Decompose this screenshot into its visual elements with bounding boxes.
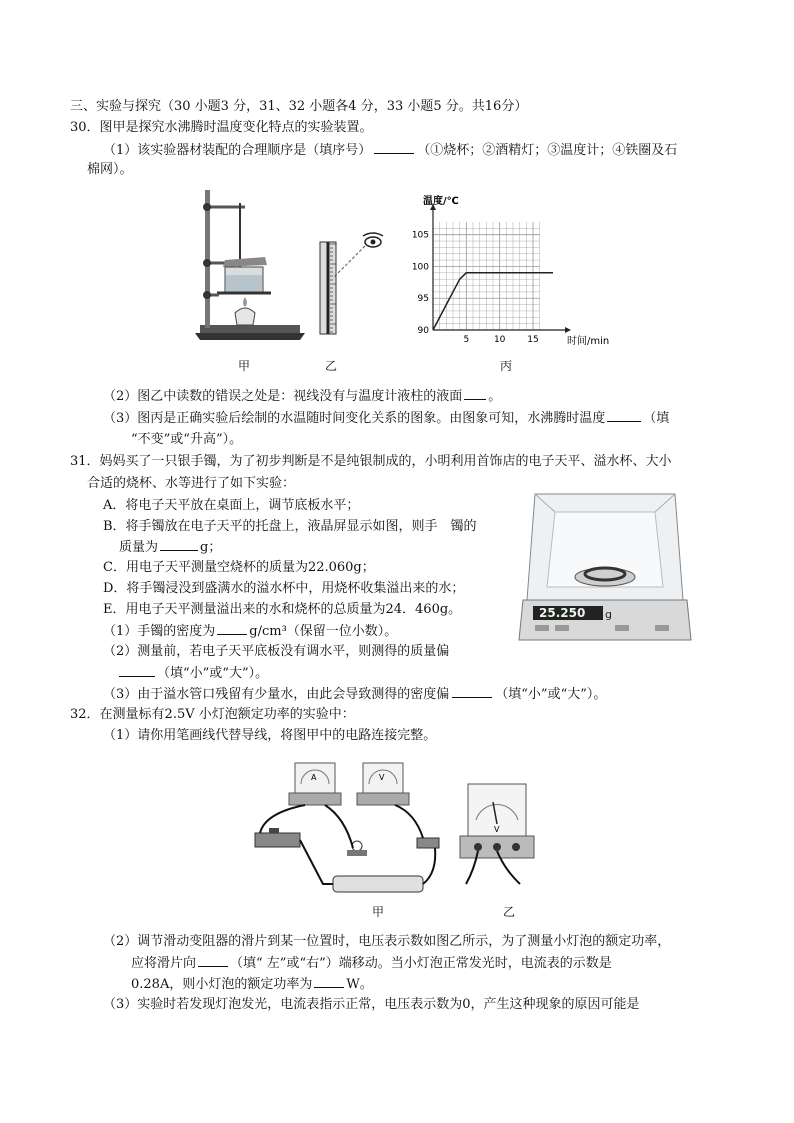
answer-blank[interactable] xyxy=(217,622,247,635)
q31-p1-text: （1）手镯的密度为 xyxy=(103,624,216,639)
ammeter-base xyxy=(289,793,341,805)
section-header: 三、实验与探究（30 小题3 分，31、32 小题各4 分，33 小题5 分。共16分） xyxy=(70,99,528,114)
answer-blank[interactable] xyxy=(607,409,641,422)
voltmeter-label: V xyxy=(379,773,385,782)
answer-blank[interactable] xyxy=(119,664,155,677)
lcd-reading: 25.250 xyxy=(539,606,586,620)
answer-blank[interactable] xyxy=(452,685,492,698)
balance-key[interactable] xyxy=(555,625,569,631)
q32-stem: 32．在测量标有2.5V 小灯泡额定功率的实验中： xyxy=(70,707,355,722)
bulb xyxy=(352,841,362,851)
terminal xyxy=(493,843,501,851)
answer-blank[interactable] xyxy=(464,387,486,400)
q32-part2-line2 xyxy=(131,954,612,973)
sight-line xyxy=(333,246,365,278)
caption-circuit-jia: 甲 xyxy=(372,905,385,919)
q30-p1-options: （①烧杯；②酒精灯；③温度计；④铁圈及石 xyxy=(417,143,678,158)
q32-p2-text: 应将滑片向 xyxy=(131,956,197,971)
q32-part1: （1）请你用笔画线代替导线，将图甲中的电路连接完整。 xyxy=(103,728,437,743)
y-tick-label: 105 xyxy=(411,230,429,241)
voltmeter-face-label: V xyxy=(494,825,500,834)
bulb-holder xyxy=(347,850,367,856)
y-tick-label: 90 xyxy=(417,326,429,336)
q32-part2-line1: （2）调节滑动变阻器的滑片到某一位置时，电压表示数如图乙所示，为了测量小灯泡的额定功率， xyxy=(103,934,671,949)
answer-blank[interactable] xyxy=(160,538,198,551)
q30-p2-end: 。 xyxy=(488,389,502,404)
q31-part1 xyxy=(103,622,397,641)
x-axis-arrow xyxy=(565,327,571,333)
stand-base-bottom xyxy=(195,333,305,340)
battery-pack xyxy=(333,876,423,892)
chart-grid xyxy=(430,204,571,333)
x-tick-label: 5 xyxy=(463,335,470,345)
q31-p3-text: （3）由于溢水管口残留有少量水，由此会导致测得的密度偏 xyxy=(103,687,450,702)
q30-p1-text: （1）该实验器材装配的合理顺序是（填序号） xyxy=(103,143,372,158)
electronic-balance-figure xyxy=(515,482,695,652)
water xyxy=(226,275,262,292)
balance-key[interactable] xyxy=(655,625,669,631)
q31-b-unit: g； xyxy=(200,540,222,555)
wire xyxy=(300,840,333,884)
clamp-knob xyxy=(203,203,211,211)
q31-step-b-line2 xyxy=(119,538,221,557)
switch[interactable] xyxy=(417,838,439,848)
q32-p2-value: 0.28A，则小灯泡的额定功率为 xyxy=(131,977,313,992)
q31-part2-line2 xyxy=(119,664,268,683)
q30-p3-text: （3）图丙是正确实验后绘制的水温随时间变化关系的图象。由图象可知，水沸腾时温度 xyxy=(103,411,606,426)
q30-part2 xyxy=(103,387,501,406)
answer-blank[interactable] xyxy=(198,954,228,967)
answer-blank[interactable] xyxy=(374,141,414,154)
weighing-pan xyxy=(575,568,635,586)
pupil xyxy=(371,240,376,245)
q30-part1-line1 xyxy=(103,141,677,160)
q30-p3-fill: （填 xyxy=(643,411,670,426)
caption-bing: 丙 xyxy=(500,359,513,373)
q31-b-text: 质量为 xyxy=(119,540,159,555)
voltmeter-figure xyxy=(460,780,535,888)
q32-part3: （3）实验时若发现灯泡发光，电流表指示正常，电压表示数为0，产生这种现象的原因可能是 xyxy=(103,997,640,1012)
balance-key[interactable] xyxy=(535,625,549,631)
lid xyxy=(223,257,267,267)
q31-step-b-line1: B．将手镯放在电子天平的托盘上，液晶屏显示如图，则手 镯的 xyxy=(103,519,477,534)
q32-p2-rest: （填“ 左”或“右”）端移动。当小灯泡正常发光时，电流表的示数是 xyxy=(230,956,612,971)
stand-base xyxy=(200,325,300,333)
boiling-apparatus-figure xyxy=(195,185,310,345)
q31-step-d: D．将手镯浸没到盛满水的溢水杯中，用烧杯收集溢出来的水； xyxy=(103,581,465,596)
x-tick-label: 10 xyxy=(493,335,506,345)
thermometer-reading-figure xyxy=(315,228,395,338)
x-tick-label: 15 xyxy=(527,335,539,345)
net-clamp-knob xyxy=(203,291,211,299)
q31-p3-end: （填“小”或“大”）。 xyxy=(495,687,607,702)
rheostat-slider[interactable] xyxy=(269,828,279,833)
terminal xyxy=(512,843,520,851)
circuit-figure xyxy=(245,758,445,908)
q31-stem-line1: 31．妈妈买了一只银手镯，为了初步判断是不是纯银制成的，小明利用首饰店的电子天平、溢水杯、大小 xyxy=(70,454,672,469)
chart-xlabel: 时间/min xyxy=(567,336,610,347)
ring-clamp-knob xyxy=(203,259,211,267)
caption-yi: 乙 xyxy=(325,359,338,373)
y-tick-label: 100 xyxy=(411,262,429,273)
caption-circuit-yi: 乙 xyxy=(503,905,516,919)
balance-key[interactable] xyxy=(615,625,629,631)
q31-part3 xyxy=(103,685,606,704)
ammeter-label: A xyxy=(311,773,317,782)
wire xyxy=(260,805,305,833)
temperature-time-chart xyxy=(395,190,610,355)
lcd-unit: g xyxy=(605,608,612,621)
q30-p2-text: （2）图乙中读数的错误之处是：视线没有与温度计液柱的液面 xyxy=(103,389,463,404)
y-tick-label: 95 xyxy=(417,294,429,305)
q32-p2-unit: W。 xyxy=(346,977,373,992)
q31-step-e: E．用电子天平测量溢出来的水和烧杯的总质量为24．460g。 xyxy=(103,602,462,617)
wire xyxy=(395,805,423,838)
q32-part2-line3 xyxy=(131,975,373,994)
wire xyxy=(423,848,435,884)
q31-part2-line1: （2）测量前，若电子天平底板没有调水平，则测得的质量偏 xyxy=(103,644,450,659)
q30-stem: 30．图甲是探究水沸腾时温度变化特点的实验装置。 xyxy=(70,120,373,135)
caption-jia: 甲 xyxy=(238,359,251,373)
q31-step-a: A．将电子天平放在桌面上，调节底板水平； xyxy=(103,498,360,513)
answer-blank[interactable] xyxy=(314,975,344,988)
q31-p1-end: g/cm³（保留一位小数）。 xyxy=(249,624,398,639)
chart-ylabel: 温度/℃ xyxy=(423,196,459,207)
rheostat xyxy=(255,833,300,847)
q30-part3-line2: “不变”或“升高”）。 xyxy=(131,432,243,447)
voltmeter-base xyxy=(357,793,409,805)
q30-part1-line2: 棉网）。 xyxy=(87,162,133,177)
q30-part3-line1 xyxy=(103,409,669,428)
wire xyxy=(325,805,353,848)
q31-stem-line2: 合适的烧杯、水等进行了如下实验： xyxy=(87,476,296,491)
flame xyxy=(243,297,247,307)
q31-step-c: C．用电子天平测量空烧杯的质量为22.060g； xyxy=(103,560,375,575)
eyebrow xyxy=(363,233,383,236)
q31-p2-end: （填“小”或“大”）。 xyxy=(157,666,269,681)
terminal xyxy=(474,843,482,851)
alcohol-lamp xyxy=(235,308,255,325)
